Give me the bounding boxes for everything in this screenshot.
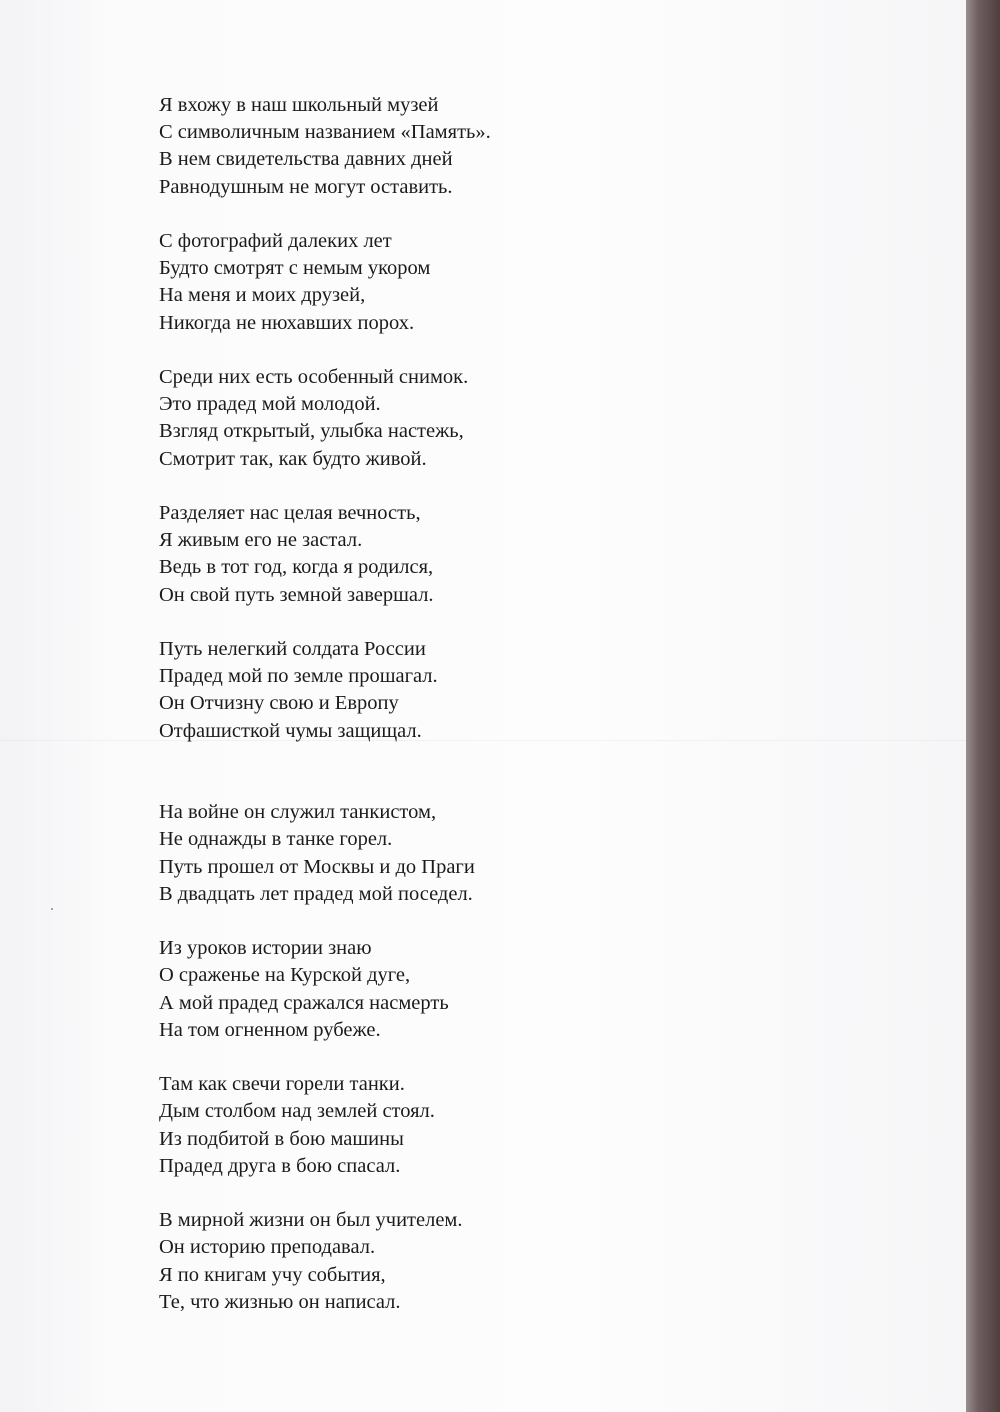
poem-line: В мирной жизни он был учителем.: [159, 1209, 463, 1232]
scanner-edge: [966, 0, 1000, 1412]
poem-line: Ведь в тот год, когда я родился,: [159, 556, 434, 579]
stanza-4: [159, 500, 859, 609]
poem-line: Никогда не нюхавших порох.: [159, 311, 415, 334]
stanza-6: [159, 799, 859, 908]
poem-line: Он свой путь земной завершал.: [159, 583, 434, 606]
poem-line: Я вхожу в наш школьный музей: [159, 94, 439, 116]
poem-line: С символичным названием «Память».: [159, 121, 491, 144]
stanza-7: [159, 935, 859, 1044]
poem-line: Из подбитой в бою машины: [159, 1127, 404, 1150]
stanza-2: [159, 228, 859, 337]
poem-line: Он Отчизну свою и Европу: [159, 692, 399, 715]
poem-line: Разделяет нас целая вечность,: [159, 502, 421, 524]
scan-speck: [51, 908, 53, 910]
poem-line: Это прадед мой молодой.: [159, 393, 381, 416]
poem-line: Путь нелегкий солдата России: [159, 638, 426, 660]
poem-line: Не однажды в танке горел.: [159, 828, 393, 851]
poem-line: Отфашисткой чумы защищал.: [159, 719, 422, 742]
poem-line: Среди них есть особенный снимок.: [159, 366, 469, 388]
stanza-8: [159, 1071, 859, 1180]
poem-line: Те, что жизнью он написал.: [159, 1290, 401, 1313]
poem-line: На войне он служил танкистом,: [159, 801, 437, 824]
poem-line: На меня и моих друзей,: [159, 284, 366, 307]
poem-line: Я по книгам учу события,: [159, 1263, 386, 1286]
poem-line: Я живым его не застал.: [159, 529, 363, 552]
poem-line: Там как свечи горели танки.: [159, 1073, 405, 1096]
stanza-1: [159, 92, 859, 201]
poem-line: А мой прадед сражался насмерть: [159, 991, 449, 1014]
stanza-9: [159, 1207, 859, 1316]
poem-line: Прадед друга в бою спасал.: [159, 1154, 401, 1177]
poem-line: С фотографий далеких лет: [159, 230, 392, 252]
poem-line: В нем свидетельства давних дней: [159, 148, 453, 171]
poem-line: О сраженье на Курской дуге,: [159, 964, 411, 987]
poem: [159, 92, 859, 1316]
poem-line: Прадед мой по земле прошагал.: [159, 665, 438, 688]
poem-line: Смотрит так, как будто живой.: [159, 447, 427, 470]
poem-line: Взгляд открытый, улыбка настежь,: [159, 420, 464, 443]
stanza-5: [159, 636, 859, 745]
poem-line: Будто смотрят с немым укором: [159, 257, 431, 280]
poem-line: В двадцать лет прадед мой поседел.: [159, 882, 473, 905]
poem-line: Он историю преподавал.: [159, 1236, 376, 1259]
poem-line: Равнодушным не могут оставить.: [159, 175, 453, 198]
poem-line: Путь прошел от Москвы и до Праги: [159, 855, 475, 878]
poem-line: На том огненном рубеже.: [159, 1018, 381, 1041]
poem-line: Из уроков истории знаю: [159, 937, 372, 960]
poem-line: Дым столбом над землей стоял.: [159, 1100, 435, 1123]
stanza-3: [159, 364, 859, 473]
